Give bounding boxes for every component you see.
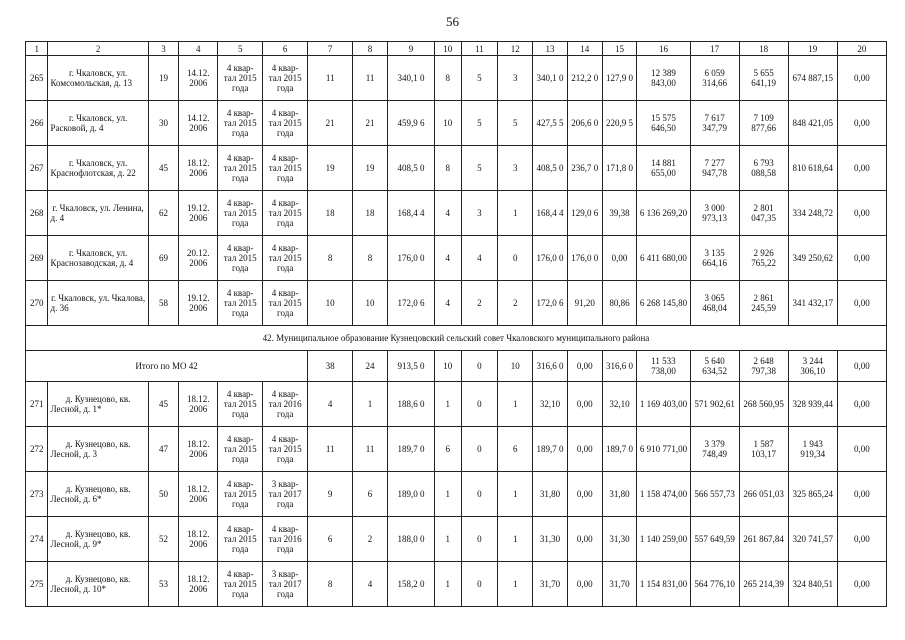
table-cell: 316,6 0 [602,351,637,382]
table-cell: 4 квар- тал 2016 года [263,382,308,427]
table-cell: 158,2 0 [387,562,434,607]
table-cell: 8 [308,236,353,281]
table-cell: 31,30 [533,517,568,562]
table-row [26,281,887,326]
table-cell: 0,00 [837,562,886,607]
table-cell: 274 [26,517,48,562]
table-cell: 4 квар- тал 2015 года [263,56,308,101]
table-cell: 0,00 [567,517,602,562]
table-cell: д. Кузнецово, кв. Лесной, д. 9* [48,517,148,562]
table-cell: 275 [26,562,48,607]
table-cell: 31,70 [533,562,568,607]
table-cell: 30 [148,101,179,146]
table-cell: 324 840,51 [788,562,837,607]
table-cell: 0,00 [837,472,886,517]
table-cell: 265 214,39 [739,562,788,607]
table-cell: 261 867,84 [739,517,788,562]
table-cell: 271 [26,382,48,427]
table-cell: 0 [461,517,498,562]
table-row [26,382,887,427]
column-header: 14 [567,42,602,56]
table-cell: 913,5 0 [387,351,434,382]
table-cell: 7 109 877,66 [739,101,788,146]
column-header: 16 [637,42,690,56]
table-cell: 188,0 0 [387,517,434,562]
table-cell: 8 [308,562,353,607]
table-cell: 6 268 145,80 [637,281,690,326]
table-cell: 21 [353,101,388,146]
table-cell: 4 квар- тал 2015 года [263,281,308,326]
table-cell: 4 квар- тал 2015 года [263,191,308,236]
table-cell: 1 [498,191,533,236]
column-header: 17 [690,42,739,56]
table-cell: 18.12. 2006 [179,427,218,472]
table-row [26,56,887,101]
table-cell: 5 655 641,19 [739,56,788,101]
table-cell: 273 [26,472,48,517]
table-cell: 10 [498,351,533,382]
table-cell: 31,70 [602,562,637,607]
table-cell: 31,80 [533,472,568,517]
table-cell: 0,00 [837,101,886,146]
page-number: 56 [446,14,459,29]
table-cell: 2 861 245,59 [739,281,788,326]
table-cell: 3 [498,56,533,101]
table-cell: 11 [353,427,388,472]
table-cell: 5 [461,101,498,146]
table-cell: 18 [308,191,353,236]
table-cell: 6 [353,472,388,517]
table-cell: 9 [308,472,353,517]
table-cell: 6 793 088,58 [739,146,788,191]
table-cell: д. Кузнецово, кв. Лесной, д. 6* [48,472,148,517]
column-header: 4 [179,42,218,56]
table-cell: 0 [461,472,498,517]
table-cell: 53 [148,562,179,607]
column-header: 13 [533,42,568,56]
column-header: 10 [434,42,461,56]
table-cell: 340,1 0 [387,56,434,101]
table-cell: 3 [461,191,498,236]
table-cell: д. Кузнецово, кв. Лесной, д. 1* [48,382,148,427]
table-cell: 19 [148,56,179,101]
table-cell: 272 [26,427,48,472]
table-cell: 4 [353,562,388,607]
table-cell: 0,00 [837,236,886,281]
table-cell: 0,00 [837,427,886,472]
table-cell: 10 [434,101,461,146]
table-cell: 0,00 [837,281,886,326]
table-cell: 4 квар- тал 2015 года [218,101,263,146]
table-cell: 4 квар- тал 2015 года [263,146,308,191]
table-cell: 4 квар- тал 2015 года [218,146,263,191]
table-cell: 5 [498,101,533,146]
table-cell: 8 [434,56,461,101]
table-cell: 408,5 0 [387,146,434,191]
table-cell: 557 649,59 [690,517,739,562]
table-cell: 1 169 403,00 [637,382,690,427]
table-cell: 3 000 973,13 [690,191,739,236]
column-header: 11 [461,42,498,56]
table-cell: 266 051,03 [739,472,788,517]
table-cell: 0,00 [602,236,637,281]
column-header-row [26,42,887,56]
table-cell: 0 [461,427,498,472]
table-cell: 11 [353,56,388,101]
table-cell: 19 [353,146,388,191]
column-header: 9 [387,42,434,56]
table-cell: 328 939,44 [788,382,837,427]
table-cell: 4 квар- тал 2016 года [263,517,308,562]
table-cell: 4 квар- тал 2015 года [218,191,263,236]
table-cell: 8 [434,146,461,191]
table-cell: 6 136 269,20 [637,191,690,236]
table-cell: г. Чкаловск, ул. Комсомольская, д. 13 [48,56,148,101]
table-cell: 571 902,61 [690,382,739,427]
table-cell: 1 [434,517,461,562]
table-body [26,42,887,607]
table-cell: 334 248,72 [788,191,837,236]
table-cell: 320 741,57 [788,517,837,562]
table-cell: 6 411 680,00 [637,236,690,281]
table-cell: 32,10 [533,382,568,427]
table-row [26,146,887,191]
table-cell: 0,00 [567,427,602,472]
table-cell: 18.12. 2006 [179,146,218,191]
table-cell: 20.12. 2006 [179,236,218,281]
table-cell: 4 квар- тал 2015 года [218,382,263,427]
table-cell: 212,2 0 [567,56,602,101]
table-cell: 31,30 [602,517,637,562]
table-cell: 408,5 0 [533,146,568,191]
table-cell: 91,20 [567,281,602,326]
table-cell: 4 квар- тал 2015 года [218,281,263,326]
table-cell: 58 [148,281,179,326]
table-cell: 4 квар- тал 2015 года [263,236,308,281]
table-cell: 2 [461,281,498,326]
table-cell: 19.12. 2006 [179,191,218,236]
table-cell: 11 [308,56,353,101]
table-cell: 18.12. 2006 [179,517,218,562]
table-row [26,562,887,607]
table-cell: 0,00 [837,191,886,236]
table-cell: 4 [308,382,353,427]
table-cell: 129,0 6 [567,191,602,236]
total-label: Итого по МО 42 [26,351,308,382]
table-cell: 0,00 [837,517,886,562]
table-cell: г. Чкаловск, ул. Чкалова, д. 36 [48,281,148,326]
table-cell: 266 [26,101,48,146]
table-cell: 45 [148,146,179,191]
section-title: 42. Муниципальное образование Кузнецовский сельский совет Чкаловского муниципального района [26,326,887,351]
table-cell: 12 389 843,00 [637,56,690,101]
table-cell: 11 533 738,00 [637,351,690,382]
table-cell: 3 244 306,10 [788,351,837,382]
table-cell: 7 617 347,79 [690,101,739,146]
table-cell: 1 [434,382,461,427]
table-cell: 176,0 0 [533,236,568,281]
table-cell: 6 059 314,66 [690,56,739,101]
column-header: 8 [353,42,388,56]
table-cell: 168,4 4 [533,191,568,236]
column-header: 12 [498,42,533,56]
table-cell: 168,4 4 [387,191,434,236]
table-cell: 3 379 748,49 [690,427,739,472]
table-cell: 268 [26,191,48,236]
column-header: 5 [218,42,263,56]
table-cell: 4 квар- тал 2015 года [263,101,308,146]
table-cell: 674 887,15 [788,56,837,101]
table-row [26,427,887,472]
table-cell: 3 065 468,04 [690,281,739,326]
table-cell: 265 [26,56,48,101]
table-cell: г. Чкаловск, ул. Ленина, д. 4 [48,191,148,236]
table-row [26,517,887,562]
table-cell: 316,6 0 [533,351,568,382]
table-cell: 269 [26,236,48,281]
table-row [26,472,887,517]
table-cell: 3 квар- тал 2017 года [263,562,308,607]
table-cell: 459,9 6 [387,101,434,146]
table-cell: 3 135 664,16 [690,236,739,281]
table-cell: 4 [461,236,498,281]
table-cell: 189,0 0 [387,472,434,517]
table-cell: 0,00 [837,146,886,191]
table-cell: 5 [461,146,498,191]
column-header: 2 [48,42,148,56]
table-cell: 7 277 947,78 [690,146,739,191]
table-cell: 3 [498,146,533,191]
table-row [26,236,887,281]
table-cell: 52 [148,517,179,562]
table-cell: 80,86 [602,281,637,326]
table-cell: 1 [434,562,461,607]
table-cell: 0 [461,382,498,427]
table-cell: 189,7 0 [533,427,568,472]
table-cell: 14 881 655,00 [637,146,690,191]
table-cell: 340,1 0 [533,56,568,101]
table-cell: 0,00 [567,472,602,517]
column-header: 6 [263,42,308,56]
table-cell: 18 [353,191,388,236]
table-cell: 10 [308,281,353,326]
table-cell: 268 560,95 [739,382,788,427]
table-cell: г. Чкаловск, ул. Краснофлотская, д. 22 [48,146,148,191]
table-cell: 188,6 0 [387,382,434,427]
table-cell: 189,7 0 [387,427,434,472]
table-cell: 1 [498,517,533,562]
table-cell: 4 квар- тал 2015 года [218,236,263,281]
column-header: 18 [739,42,788,56]
table-cell: 5 [461,56,498,101]
table-cell: 0,00 [837,56,886,101]
table-cell: 427,5 5 [533,101,568,146]
table-cell: 0,00 [567,351,602,382]
table-cell: 14.12. 2006 [179,101,218,146]
table-cell: 341 432,17 [788,281,837,326]
table-cell: 171,8 0 [602,146,637,191]
table-cell: 4 квар- тал 2015 года [218,472,263,517]
table-cell: 5 640 634,52 [690,351,739,382]
table-cell: 6 [498,427,533,472]
table-row [26,191,887,236]
table-cell: 19.12. 2006 [179,281,218,326]
table-cell: 18.12. 2006 [179,472,218,517]
table-cell: 38 [308,351,353,382]
table-cell: 0 [498,236,533,281]
table-cell: 172,0 6 [533,281,568,326]
table-cell: 6 [434,427,461,472]
table-cell: 349 250,62 [788,236,837,281]
table-cell: 325 865,24 [788,472,837,517]
table-cell: 0 [461,351,498,382]
table-cell: 1 [498,562,533,607]
table-cell: 4 квар- тал 2015 года [218,517,263,562]
table-cell: 32,10 [602,382,637,427]
table-cell: 176,0 0 [387,236,434,281]
table-cell: 39,38 [602,191,637,236]
table-cell: д. Кузнецово, кв. Лесной, д. 10* [48,562,148,607]
column-header: 3 [148,42,179,56]
table-cell: 2 [353,517,388,562]
table-cell: 24 [353,351,388,382]
table-cell: 4 [434,236,461,281]
table-cell: 189,7 0 [602,427,637,472]
table-cell: 4 квар- тал 2015 года [218,562,263,607]
table-cell: 2 [498,281,533,326]
table-cell: д. Кузнецово, кв. Лесной, д. 3 [48,427,148,472]
table-cell: 564 776,10 [690,562,739,607]
table-cell: 2 801 047,35 [739,191,788,236]
table-cell: 172,0 6 [387,281,434,326]
table-cell: 2 648 797,38 [739,351,788,382]
table-cell: 3 квар- тал 2017 года [263,472,308,517]
table-cell: 0 [461,562,498,607]
table-cell: 50 [148,472,179,517]
table-cell: 220,9 5 [602,101,637,146]
table-cell: 1 154 831,00 [637,562,690,607]
table-cell: г. Чкаловск, ул. Расковой, д. 4 [48,101,148,146]
table-cell: 11 [308,427,353,472]
table-cell: 21 [308,101,353,146]
table-cell: 45 [148,382,179,427]
table-cell: 267 [26,146,48,191]
table-cell: 0,00 [567,562,602,607]
table-cell: 206,6 0 [567,101,602,146]
table-row [26,101,887,146]
table-cell: 0,00 [567,382,602,427]
table-cell: 4 квар- тал 2015 года [218,427,263,472]
table-cell: 127,9 0 [602,56,637,101]
table-cell: 10 [353,281,388,326]
table-cell: 1 [353,382,388,427]
section-title-row [26,326,887,351]
table-cell: 848 421,05 [788,101,837,146]
table-cell: 4 [434,281,461,326]
table-cell: 19 [308,146,353,191]
column-header: 7 [308,42,353,56]
table-cell: 18.12. 2006 [179,562,218,607]
column-header: 20 [837,42,886,56]
table-cell: 1 587 103,17 [739,427,788,472]
table-cell: 4 квар- тал 2015 года [263,427,308,472]
table-cell: 4 [434,191,461,236]
column-header: 1 [26,42,48,56]
column-header: 19 [788,42,837,56]
table-cell: 8 [353,236,388,281]
table-cell: 10 [434,351,461,382]
table-cell: 1 943 919,34 [788,427,837,472]
table-cell: 31,80 [602,472,637,517]
table-cell: 47 [148,427,179,472]
table-cell: 0,00 [837,382,886,427]
column-header: 15 [602,42,637,56]
table-cell: 0,00 [837,351,886,382]
table-cell: 1 [498,382,533,427]
table-cell: 6 910 771,00 [637,427,690,472]
table-cell: 1 [498,472,533,517]
total-row [26,351,887,382]
table-cell: 270 [26,281,48,326]
housing-table [25,41,887,607]
table-cell: г. Чкаловск, ул. Краснозаводская, д. 4 [48,236,148,281]
table-cell: 566 557,73 [690,472,739,517]
table-cell: 15 575 646,50 [637,101,690,146]
table-cell: 1 [434,472,461,517]
table-cell: 18.12. 2006 [179,382,218,427]
table-cell: 62 [148,191,179,236]
table-cell: 1 140 259,00 [637,517,690,562]
table-cell: 1 158 474,00 [637,472,690,517]
table-cell: 6 [308,517,353,562]
table-cell: 14.12. 2006 [179,56,218,101]
table-cell: 4 квар- тал 2015 года [218,56,263,101]
table-cell: 69 [148,236,179,281]
table-cell: 176,0 0 [567,236,602,281]
table-cell: 2 926 765,22 [739,236,788,281]
table-cell: 236,7 0 [567,146,602,191]
table-cell: 810 618,64 [788,146,837,191]
